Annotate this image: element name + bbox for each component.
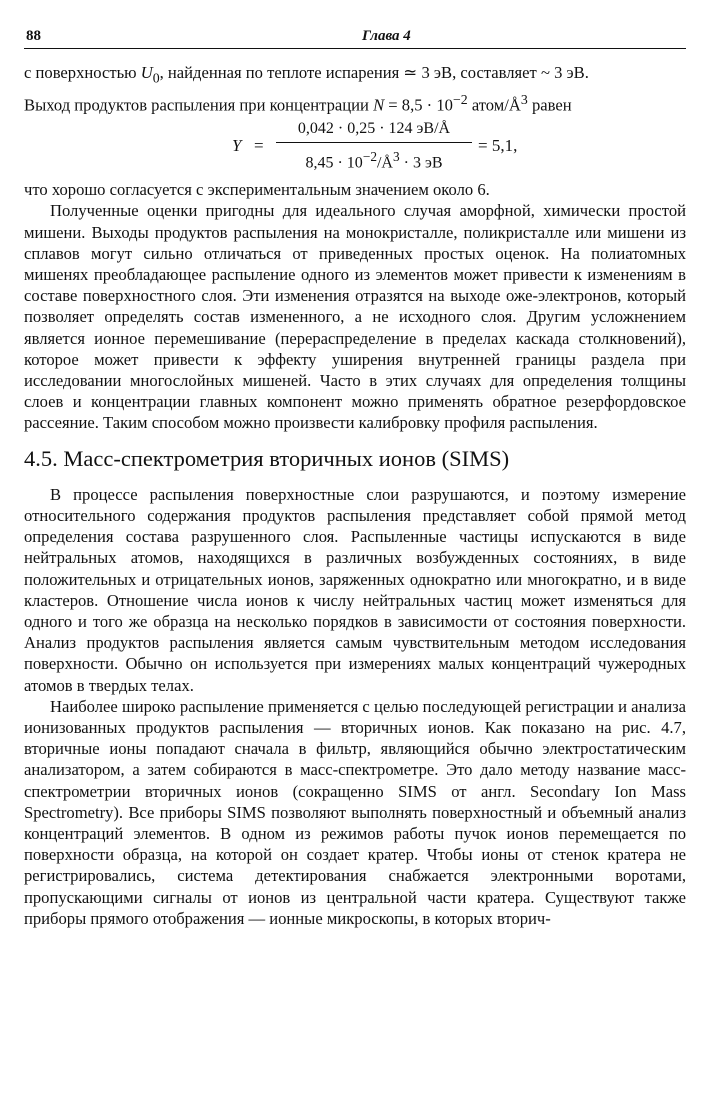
section-body <box>24 484 686 929</box>
formula-result: = 5,1, <box>478 136 518 156</box>
denominator-text: /Å <box>376 154 393 172</box>
symbol-U: U <box>140 63 153 82</box>
intro-text: с поверхностью <box>24 63 141 82</box>
intro-line-2 <box>24 89 686 116</box>
intro-text: атом/Å <box>467 95 521 115</box>
yield-formula <box>24 118 686 176</box>
page-content <box>24 62 686 929</box>
paragraph-estimates: Полученные оценки пригодны для идеального случая аморфной, химически простой мишени. Выходы продуктов распыления на монокристалле, поликристалле или мишени из сплавов могут сильно отличаться от приведенных простых оценок. На полиатомных мишенях преобладающее распыление одного из элементов может привести к изменениям в составе поверхностного слоя. Эти изменения отразятся на выходе оже-электронов, который позволяет определять состав измененного, а не исходного слоя. Другим усложнением является ионное перемешивание (перераспределение в пределах каскада столкновений), которое может привести к эффекту уширения внутренней границы раздела при исследовании многослойных мишеней. Часто в этих случаях для определения толщины слоев и концентрации главных компонент можно применять обратное резерфордовское рассеяние. Таким способом можно произвести калибровку профиля распыления. <box>24 201 686 433</box>
intro-text: равен <box>527 95 572 115</box>
fraction-bar <box>276 142 472 143</box>
exponent: 3 <box>392 149 400 165</box>
paragraph-sims: Наиболее широко распыление применяется с целью последующей регистрации и анализа ионизованных продуктов распыления — вторичных ионов. Как показано на рис. 4.7, вторичные ионы попадают сначала в фильтр, являющийся обычно электростатическим анализатором, а затем собираются в масс-спектрометре. Это дало методу название масс-спектрометрии вторичных ионов (сокращенно SIMS от англ. Secondary Ion Mass Spectrometry). Все приборы SIMS позволяют выполнять поверхностный и объемный анализ концентраций элементов. В одном из режимов работы пучок ионов перемещается по поверхности образца, на которой он создает кратер. Чтобы ионы от стенок кратера не регистрировались, система детектирования снабжается электронными воротами, пропускающими сигналы от ионов из центральной части кратера. Существуют также приборы прямого отображения — ионные микроскопы, в которых вторич- <box>24 696 686 928</box>
intro-text: = 8,5 · 10 <box>384 95 453 115</box>
formula-denominator <box>276 146 472 174</box>
exponent: −2 <box>452 91 468 107</box>
formula-fraction <box>276 118 472 174</box>
after-formula-text: что хорошо согласуется с экспериментальным значением около 6. <box>24 180 490 200</box>
formula-lhs: Y <box>232 136 242 156</box>
intro-text: , найденная по теплоте испарения ≃ 3 эВ, составляет ~ 3 эВ. <box>159 63 589 82</box>
denominator-text: · 3 эВ <box>399 154 443 172</box>
page-number: 88 <box>26 28 41 44</box>
symbol-N: N <box>373 95 385 115</box>
section-heading: 4.5. Масс-спектрометрия вторичных ионов (SIMS) <box>24 445 510 471</box>
symbol-U-subscript: 0 <box>152 70 160 86</box>
running-head: Глава 4 <box>362 28 411 44</box>
intro-text: Выход продуктов распыления при концентрации <box>24 95 374 115</box>
exponent: 3 <box>520 91 528 107</box>
intro-line-1 <box>24 62 686 89</box>
paragraph-sputtering: В процессе распыления поверхностные слои разрушаются, и поэтому измерение относительного содержания продуктов распыления представляет собой прямой метод определения состава разрушенного слоя. Распыленные частицы испускаются в виде нейтральных атомов, находящихся в различных возбужденных состояниях, в виде положительных и отрицательных ионов, заряженных однократно или многократно, и в виде кластеров. Отношение числа ионов к числу нейтральных частиц может изменяться для одного и того же образца на несколько порядков в зависимости от состояния поверхности. Анализ продуктов распыления является самым чувствительным методом исследования поверхности. Обычно он используется при измерениях малых концентраций чужеродных атомов в твердых телах. <box>24 484 686 695</box>
denominator-text: 8,45 · 10 <box>305 154 363 172</box>
formula-equals: = <box>254 136 264 156</box>
formula-numerator: 0,042 · 0,25 · 124 эВ/Å <box>297 120 451 138</box>
exponent: −2 <box>362 149 377 165</box>
page-header <box>24 26 686 49</box>
